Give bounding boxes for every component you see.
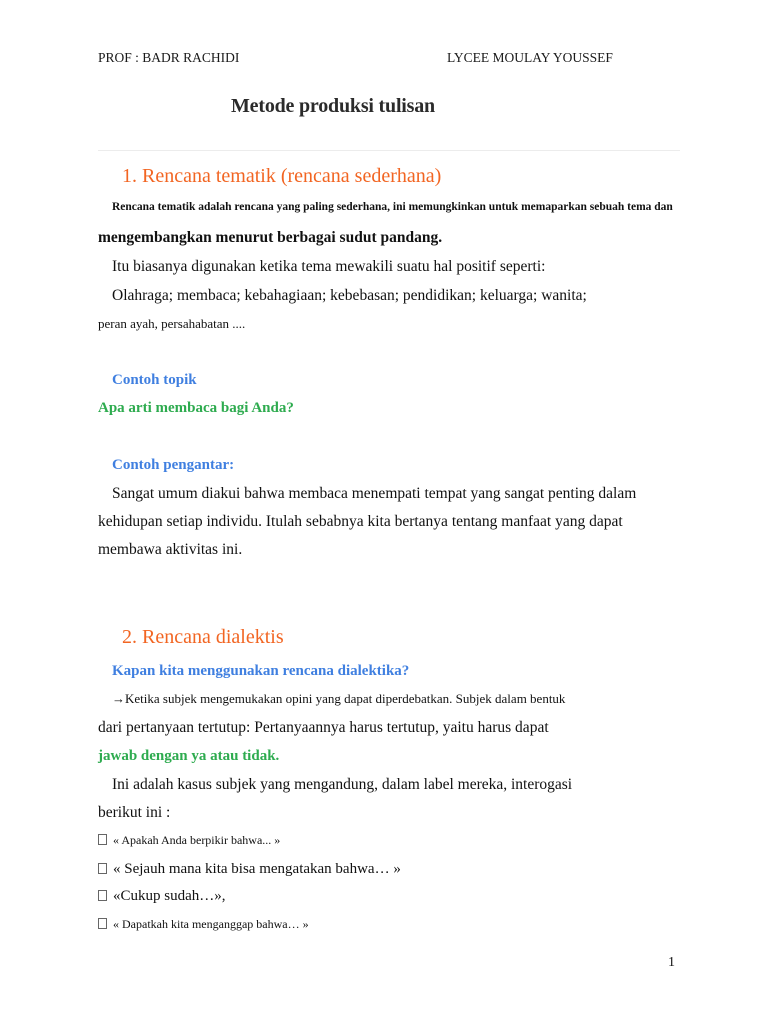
- title-divider: [98, 150, 680, 151]
- checkbox-glyph-icon: [98, 890, 107, 901]
- document-title: Metode produksi tulisan: [231, 95, 435, 117]
- page-number: 1: [668, 955, 675, 970]
- section2-heading: 2. Rencana dialektis: [122, 626, 284, 648]
- header-school: LYCEE MOULAY YOUSSEF: [447, 50, 613, 65]
- section2-answer-line3: jawab dengan ya atau tidak.: [98, 748, 280, 764]
- list-item-text: « Sejauh mana kita bisa mengatakan bahwa… »: [113, 861, 401, 877]
- list-item-text: «Cukup sudah…»,: [113, 888, 226, 904]
- list-item-text: « Apakah Anda berpikir bahwa... »: [113, 833, 281, 847]
- section2-case-line1: Ini adalah kasus subjek yang mengandung, dalam label mereka, interogasi: [112, 776, 573, 793]
- section2-answer-line2: dari pertanyaan tertutup: Pertanyaannya harus tertutup, yaitu harus dapat: [98, 719, 549, 736]
- topic-label: Contoh topik: [112, 372, 197, 388]
- checkbox-glyph-icon: [98, 863, 107, 874]
- topic-text: Apa arti membaca bagi Anda?: [98, 400, 294, 416]
- list-item: [98, 888, 226, 905]
- intro-paragraph-line2: kehidupan setiap individu. Itulah sebabnya kita bertanya tentang manfaat yang dapat: [98, 513, 623, 530]
- section1-usage-line3: peran ayah, persahabatan ....: [98, 316, 246, 331]
- section1-usage-line1: Itu biasanya digunakan ketika tema mewakili suatu hal positif seperti:: [112, 258, 546, 275]
- list-item: [98, 861, 401, 878]
- section1-intro-line1: Rencana tematik adalah rencana yang paling sederhana, ini memungkinkan untuk memaparkan sebuah tema dan: [112, 201, 673, 213]
- checkbox-glyph-icon: [98, 834, 107, 845]
- section1-heading: 1. Rencana tematik (rencana sederhana): [122, 165, 442, 187]
- intro-paragraph-line3: membawa aktivitas ini.: [98, 541, 243, 558]
- list-item: [98, 917, 309, 932]
- list-item: [98, 833, 280, 848]
- section2-case-line2: berikut ini :: [98, 804, 171, 821]
- intro-label: Contoh pengantar:: [112, 457, 235, 473]
- list-item-text: « Dapatkah kita menganggap bahwa… »: [113, 917, 309, 931]
- intro-paragraph-line1: Sangat umum diakui bahwa membaca menempati tempat yang sangat penting dalam: [112, 485, 637, 502]
- section1-intro-line2: mengembangkan menurut berbagai sudut pandang.: [98, 229, 443, 246]
- header-author: PROF : BADR RACHIDI: [98, 50, 240, 65]
- section1-usage-line2: Olahraga; membaca; kebahagiaan; kebebasan; pendidikan; keluarga; wanita;: [112, 287, 587, 304]
- section2-question: Kapan kita menggunakan rencana dialektika?: [112, 663, 410, 679]
- checkbox-glyph-icon: [98, 918, 107, 929]
- section2-answer-line1: →Ketika subjek mengemukakan opini yang dapat diperdebatkan. Subjek dalam bentuk: [112, 691, 566, 706]
